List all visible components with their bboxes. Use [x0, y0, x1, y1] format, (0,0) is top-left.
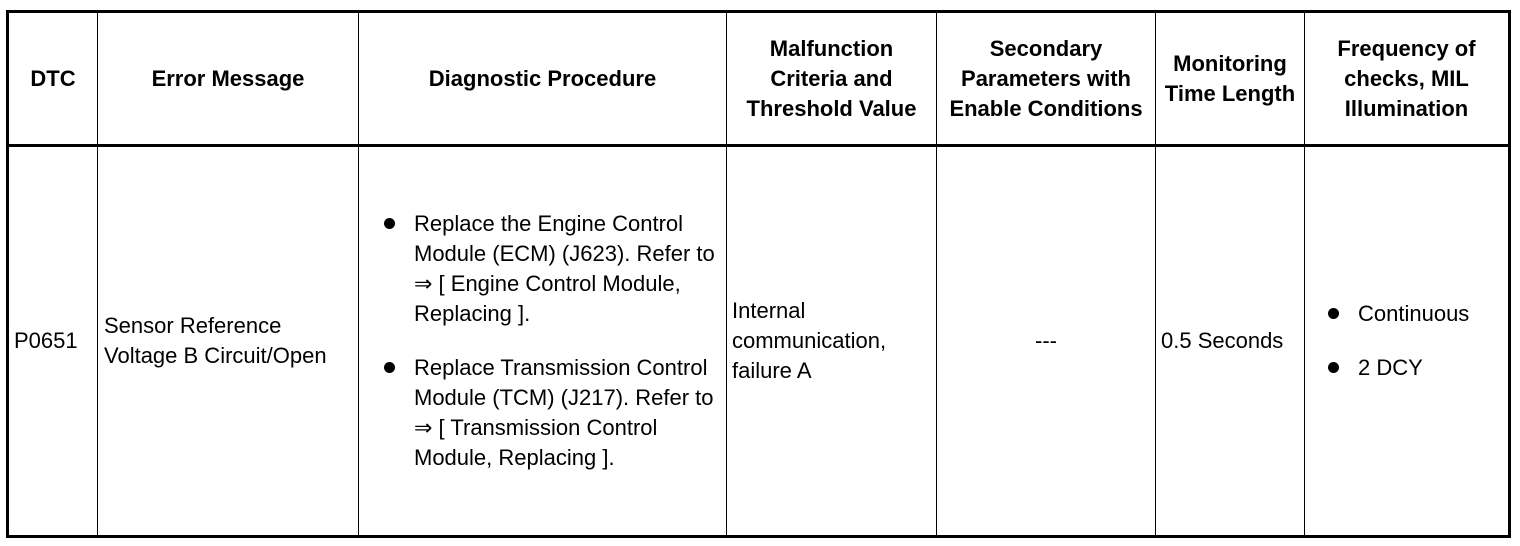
table-row	[8, 146, 1510, 537]
error-message-cell: Sensor Reference Voltage B Circuit/Open	[98, 146, 359, 537]
header-error-message: Error Message	[98, 12, 359, 146]
header-row	[8, 12, 1510, 146]
procedure-step-tcm: Replace Transmission Control Module (TCM) (J217). Refer to ⇒ [ Transmission Control Module, Replacing ].	[364, 353, 721, 473]
header-frequency: Frequency of checks, MIL Illumination	[1305, 12, 1510, 146]
frequency-item-dcy: 2 DCY	[1310, 353, 1503, 383]
header-dtc: DTC	[8, 12, 98, 146]
procedure-list	[364, 209, 721, 473]
dtc-code-cell: P0651	[8, 146, 98, 537]
frequency-item-continuous: Continuous	[1310, 299, 1503, 329]
malfunction-criteria-cell: Internal communication, failure A	[727, 146, 937, 537]
header-monitoring-time: Monitoring Time Length	[1156, 12, 1305, 146]
monitoring-time-cell: 0.5 Seconds	[1156, 146, 1305, 537]
diagnostic-procedure-cell	[359, 146, 727, 537]
secondary-parameters-cell: ---	[937, 146, 1156, 537]
frequency-list	[1310, 299, 1503, 383]
header-malfunction-criteria: Malfunction Criteria and Threshold Value	[727, 12, 937, 146]
header-secondary-parameters: Secondary Parameters with Enable Conditions	[937, 12, 1156, 146]
frequency-cell	[1305, 146, 1510, 537]
header-diagnostic-procedure: Diagnostic Procedure	[359, 12, 727, 146]
procedure-step-ecm: Replace the Engine Control Module (ECM) (J623). Refer to ⇒ [ Engine Control Module, Replacing ].	[364, 209, 721, 329]
dtc-table	[6, 10, 1511, 538]
